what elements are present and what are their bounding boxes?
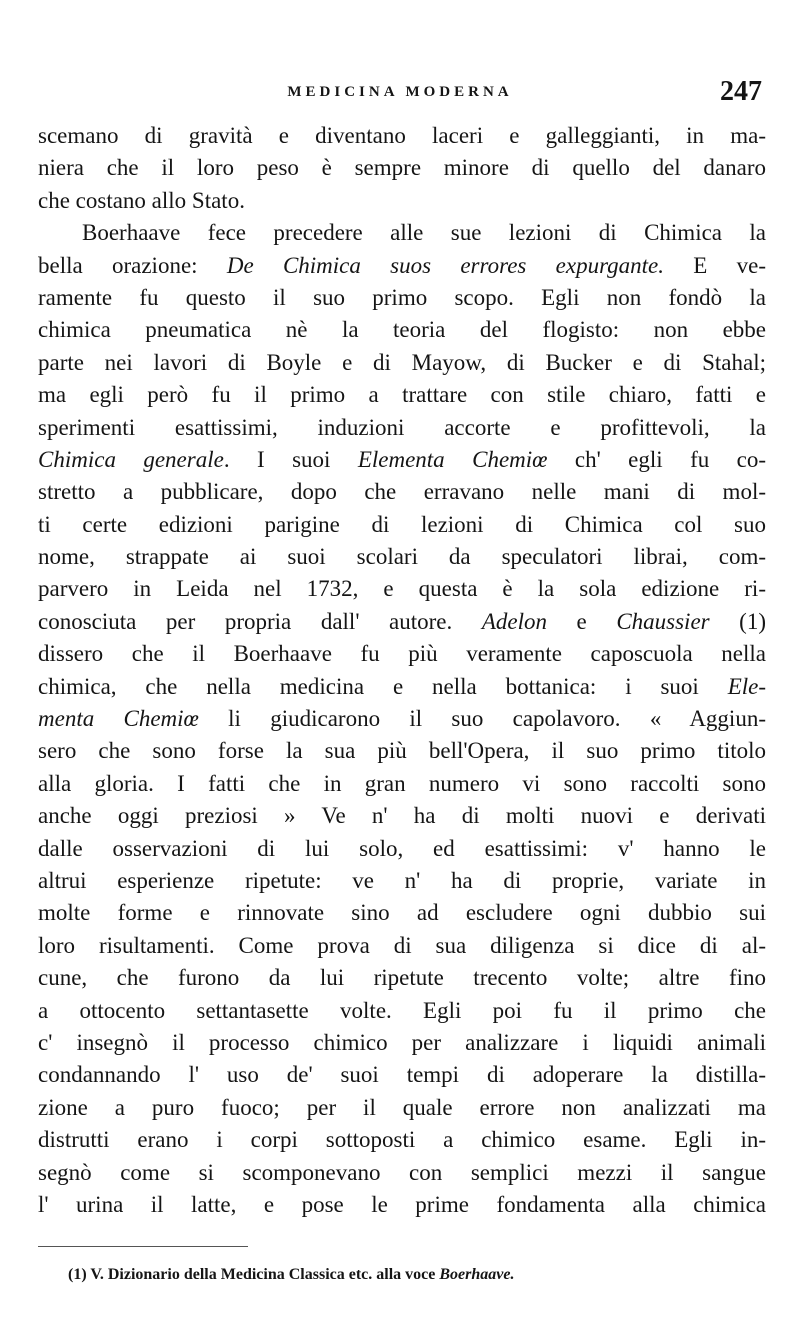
footnote-divider [38, 1246, 248, 1247]
text-line: menta Chemiœ li giudicarono il suo capolavoro. « Aggiun- [38, 706, 766, 732]
text-line: loro risultamenti. Come prova di sua diligenza si dice di al- [38, 932, 766, 958]
page-header [38, 76, 762, 116]
text-line: condannando l' uso de' suoi tempi di adoperare la distilla- [38, 1062, 766, 1088]
text-line: scemano di gravità e diventano laceri e galleggianti, in ma- [38, 123, 766, 148]
page-number: 247 [720, 76, 762, 107]
text-line: parte nei lavori di Boyle e di Mayow, di Bucker e di Stahal; [38, 349, 766, 375]
text-line: chimica, che nella medicina e nella bottanica: i suoi Ele- [38, 673, 766, 699]
footnote-term: Boerhaave. [439, 1266, 515, 1283]
text-line: ramente fu questo il suo primo scopo. Egli non fondò la [38, 284, 766, 310]
text-line: ma egli però fu il primo a trattare con stile chiaro, fatti e [38, 382, 766, 408]
text-line: anche oggi preziosi » Ve n' ha di molti nuovi e derivati [38, 803, 766, 829]
text-line: sperimenti esattissimi, induzioni accorte e profittevoli, la [38, 414, 766, 440]
text-line: l' urina il latte, e pose le prime fondamenta alla chimica [38, 1191, 766, 1217]
footnote-reference: (1) [709, 608, 766, 634]
text-line: segnò come si scomponevano con semplici mezzi il sangue [38, 1159, 766, 1185]
footnote: (1) V. Dizionario della Medicina Classica etc. alla voce Boerhaave. [68, 1266, 515, 1283]
text-line: bella orazione: De Chimica suos errores expurgante. E ve- [38, 252, 766, 278]
body-text [38, 120, 766, 1221]
text-line: conosciuta per propria dall' autore. Adelon e Chaussier (1) [38, 608, 766, 634]
text-line: chimica pneumatica nè la teoria del flogisto: non ebbe [38, 317, 766, 343]
text-line: dissero che il Boerhaave fu più veramente caposcuola nella [38, 641, 766, 667]
running-title: MEDICINA MODERNA [287, 84, 513, 100]
text-line: Boerhaave fece precedere alle sue lezioni di Chimica la [82, 220, 766, 246]
text-line: c' insegnò il processo chimico per analizzare i liquidi animali [38, 1029, 766, 1055]
text-line: sero che sono forse la sua più bell'Opera, il suo primo titolo [38, 738, 766, 764]
text-line: ti certe edizioni parigine di lezioni di Chimica col suo [38, 511, 766, 537]
text-line: altrui esperienze ripetute: ve n' ha di proprie, variate in [38, 867, 766, 893]
text-line: cune, che furono da lui ripetute trecento volte; altre fino [38, 965, 766, 991]
text-line: niera che il loro peso è sempre minore di quello del danaro [38, 155, 766, 181]
text-line: molte forme e rinnovate sino ad escludere ogni dubbio sui [38, 900, 766, 926]
text-line: stretto a pubblicare, dopo che erravano nelle mani di mol- [38, 479, 766, 505]
text-line: alla gloria. I fatti che in gran numero vi sono raccolti sono [38, 770, 766, 796]
text-line: Chimica generale. I suoi Elementa Chemiœ ch' egli fu co- [38, 446, 766, 472]
text-line: a ottocento settantasette volte. Egli poi fu il primo che [38, 997, 766, 1023]
work-title-italic: De Chimica suos errores expurgante. [226, 252, 665, 278]
text-line: distrutti erano i corpi sottoposti a chimico esame. Egli in- [38, 1127, 766, 1153]
text-line: che costano allo Stato. [38, 187, 245, 213]
text-line: dalle osservazioni di lui solo, ed esattissimi: v' hanno le [38, 835, 766, 861]
text-line: nome, strappate ai suoi scolari da speculatori librai, com- [38, 544, 766, 570]
text-line: zione a puro fuoco; per il quale errore non analizzati ma [38, 1094, 766, 1120]
text-line: parvero in Leida nel 1732, e questa è la sola edizione ri- [38, 576, 766, 602]
